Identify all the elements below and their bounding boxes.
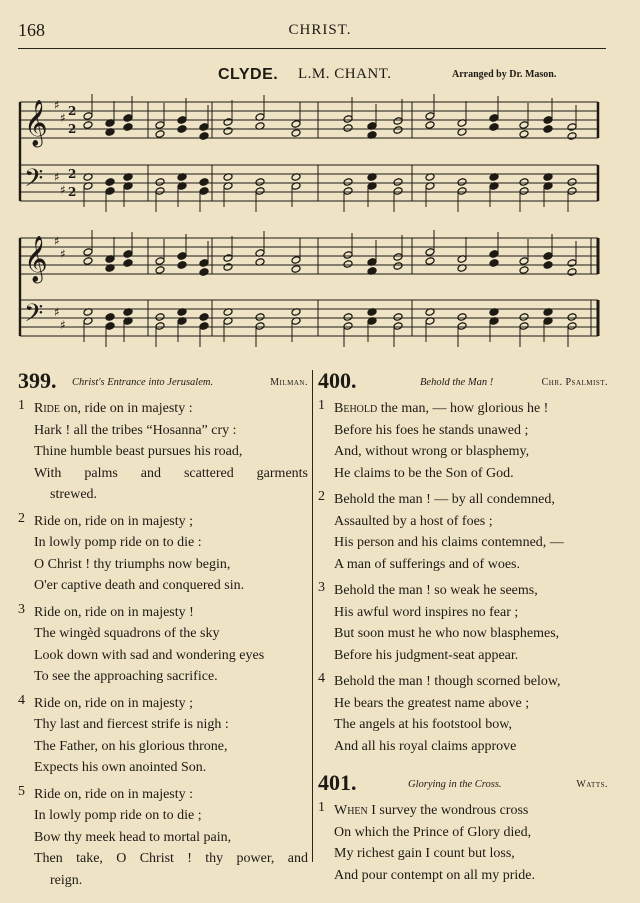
note-head [223,254,233,263]
note-head [123,114,133,123]
stanza-line: Ride on, ride on in majesty : [34,786,194,802]
sharp-icon: ♯ [54,234,60,248]
note-head [393,322,403,331]
stanza-first-word: Ride [34,401,60,416]
note-head [489,123,499,132]
time-signature: 2 [68,185,77,199]
note-head [425,257,435,266]
stanza-line: And pour contempt on all my pride. [334,867,536,883]
stanza-number: 5 [18,783,25,799]
stanza-line [18,398,308,420]
note-head [123,123,133,132]
note-head [567,123,577,132]
note-head [177,261,187,270]
stanza [18,602,308,688]
sharp-icon: ♯ [60,247,66,261]
stanza-number: 1 [318,800,325,815]
hymn-399 [18,368,308,896]
note-head [155,121,165,130]
stanza-line: Look down with sad and wondering eyes [34,647,265,663]
note-head [489,259,499,268]
stanza-line: With palms and scattered garments [34,465,308,481]
stanza-line: On which the Prince of Glory died, [334,824,532,840]
note-head [343,322,353,331]
note-head [155,257,165,266]
hymn-stanzas [318,398,608,757]
hymn-stanzas [318,800,608,886]
note-head [425,112,435,121]
hymn-header [318,368,608,398]
note-head [199,123,209,132]
note-head [519,266,529,275]
time-signature: 2 [68,104,77,118]
note-head [155,322,165,331]
note-head [543,125,553,134]
note-head [457,178,467,187]
stanza-line: The wingèd squadrons of the sky [34,626,220,641]
note-head [567,268,577,277]
note-head [155,266,165,275]
note-head [199,187,209,196]
note-head [567,322,577,331]
hymn-subject: Christ's Entrance into Jerusalem. [72,377,214,388]
stanza-first-rest: I survey the wondrous cross [367,803,529,818]
note-head [291,265,301,274]
note-head [105,178,115,187]
note-head [567,178,577,187]
bass-clef-icon: 𝄢 [24,164,44,199]
note-head [255,187,265,196]
note-head [291,256,301,265]
stanza-line: His person and his claims contemned, — [334,535,564,550]
note-head [83,121,93,130]
stanza-line: In lowly pomp ride on to die : [34,535,202,550]
stanza-line: He claims to be the Son of God. [334,465,514,481]
stanza-number: 4 [18,692,25,708]
note-head [393,187,403,196]
bass-clef-icon: 𝄢 [24,299,44,334]
note-head [199,268,209,277]
hymn-400 [318,368,608,891]
sharp-icon: ♯ [60,183,66,197]
note-head [519,257,529,266]
stanza-line: Then take, O Christ ! thy power, and [34,851,308,866]
music-score-svg [0,90,640,360]
note-head [155,178,165,187]
hymn-stanzas [18,398,308,891]
note-head [343,115,353,124]
note-head [223,118,233,127]
stanza-line: Behold the man ! — by all condemned, [334,492,555,507]
sharp-icon: ♯ [60,318,66,332]
stanza [18,693,308,779]
column-divider [312,370,313,862]
note-head [543,116,553,125]
note-head [255,322,265,331]
stanza-first-rest: the man, — how glorious he ! [377,401,549,416]
stanza-line [318,398,608,420]
stanza-line: Bow thy meek head to mortal pain, [34,829,232,845]
stanza-number: 2 [18,510,25,526]
hymn-number: 400. [318,368,357,393]
hymn-author: Chr. Psalmist. [541,377,608,388]
hymn-subject: Glorying in the Cross. [408,779,502,790]
hymn-header [18,368,308,398]
note-head [519,322,529,331]
note-head [543,261,553,270]
note-head [199,313,209,322]
note-head [255,178,265,187]
sharp-icon: ♯ [54,305,60,319]
note-head [457,322,467,331]
time-signature: 2 [68,122,77,136]
tune-arranger: Arranged by Dr. Mason. [452,69,557,80]
stanza [318,398,608,484]
stanza-line: The angels at his footstool bow, [334,717,512,732]
note-head [457,313,467,322]
stanza [318,489,608,575]
music-score [0,90,640,360]
note-head [519,130,529,139]
note-head [567,132,577,141]
stanza-line: And, without wrong or blasphemy, [334,444,530,459]
note-head [543,252,553,261]
tune-meter: L.M. CHANT. [298,66,392,82]
stanza-line: Thy last and fiercest strife is nigh : [34,717,229,732]
stanza [18,784,308,892]
stanza-line: strewed. [50,487,98,502]
note-head [83,112,93,121]
stanza-line: Behold the man ! though scorned below, [334,674,561,689]
note-head [83,248,93,257]
note-head [155,187,165,196]
note-head [155,313,165,322]
stanza [18,511,308,597]
stanza-number: 1 [318,398,325,413]
note-head [223,127,233,136]
note-head [199,322,209,331]
note-head [83,257,93,266]
note-head [199,178,209,187]
hymn-number: 399. [18,368,57,393]
tune-name: CLYDE. [218,66,279,83]
stanza-line: To see the approaching sacrifice. [34,669,218,684]
note-head [567,313,577,322]
note-head [291,129,301,138]
stanza-line: A man of sufferings and of woes. [334,556,520,572]
note-head [393,117,403,126]
note-head [393,262,403,271]
note-head [519,121,529,130]
stanza-number: 2 [318,489,325,504]
note-head [199,259,209,268]
note-head [123,250,133,259]
note-head [105,322,115,331]
note-head [519,187,529,196]
stanza [318,800,608,886]
stanza-line: reign. [50,872,83,888]
stanza-line: Ride on, ride on in majesty ! [34,604,194,620]
note-head [393,253,403,262]
treble-clef-icon: 𝄞 [24,100,48,146]
stanza [318,580,608,666]
stanza-line: Before his foes he stands unawed ; [334,422,529,438]
note-head [343,251,353,260]
note-head [343,187,353,196]
stanza-line: Before his judgment-seat appear. [334,647,519,663]
note-head [343,260,353,269]
stanza-number: 3 [18,601,25,617]
time-signature: 2 [68,167,77,181]
stanza-line: Behold the man ! so weak he seems, [334,583,538,598]
stanza-line: Thine humble beast pursues his road, [34,444,243,459]
note-head [393,313,403,322]
note-head [567,259,577,268]
note-head [343,178,353,187]
note-head [457,187,467,196]
note-head [291,120,301,129]
stanza-line: My richest gain I count but loss, [334,846,515,861]
note-head [177,252,187,261]
note-head [343,124,353,133]
stanza-line: In lowly pomp ride on to die ; [34,808,202,823]
sharp-icon: ♯ [54,98,60,112]
stanza-first-word: When [334,803,368,818]
stanza-first-word: Behold [334,401,378,416]
running-head: CHRIST. [288,22,352,38]
stanza-line: His awful word inspires no fear ; [334,604,519,620]
note-head [343,313,353,322]
stanza-line: Ride on, ride on in majesty ; [34,695,194,711]
header-rule [18,48,606,49]
note-head [519,178,529,187]
stanza-line: Hark ! all the tribes “Hosanna” cry : [34,422,237,438]
stanza-line: O'er captive death and conquered sin. [34,578,245,593]
stanza-number: 3 [318,580,325,595]
hymn-author: Milman. [270,377,308,388]
note-head [425,248,435,257]
treble-clef-icon: 𝄞 [24,236,48,282]
stanza-number: 4 [318,671,325,686]
note-head [105,187,115,196]
note-head [255,313,265,322]
stanza-line: The Father, on his glorious throne, [34,738,228,754]
hymn-author: Watts. [576,779,608,790]
stanza-line [318,800,608,822]
note-head [177,116,187,125]
sharp-icon: ♯ [60,111,66,125]
stanza-line: Assaulted by a host of foes ; [334,513,493,529]
stanza [18,398,308,506]
stanza-number: 1 [18,398,25,413]
note-head [393,126,403,135]
note-head [489,114,499,123]
note-head [199,132,209,141]
hymn-number: 401. [318,770,357,795]
note-head [489,250,499,259]
sharp-icon: ♯ [54,170,60,184]
note-head [155,130,165,139]
stanza [318,671,608,757]
stanza-line: Expects his own anointed Son. [34,760,207,775]
note-head [519,313,529,322]
note-head [105,313,115,322]
stanza-line: He bears the greatest name above ; [334,695,530,711]
note-head [223,263,233,272]
stanza-line: And all his royal claims approve [334,738,517,754]
note-head [177,125,187,134]
hymn-header-401 [318,770,608,800]
note-head [123,259,133,268]
stanza-first-rest: on, ride on in majesty : [60,401,193,416]
page-number: 168 [18,20,45,40]
stanza-line: But soon must he who now blasphemes, [334,626,560,641]
hymn-subject: Behold the Man ! [420,377,494,388]
note-head [393,178,403,187]
stanza-line: Ride on, ride on in majesty ; [34,513,194,529]
note-head [425,121,435,130]
note-head [567,187,577,196]
stanza-line: O Christ ! thy triumphs now begin, [34,556,231,572]
